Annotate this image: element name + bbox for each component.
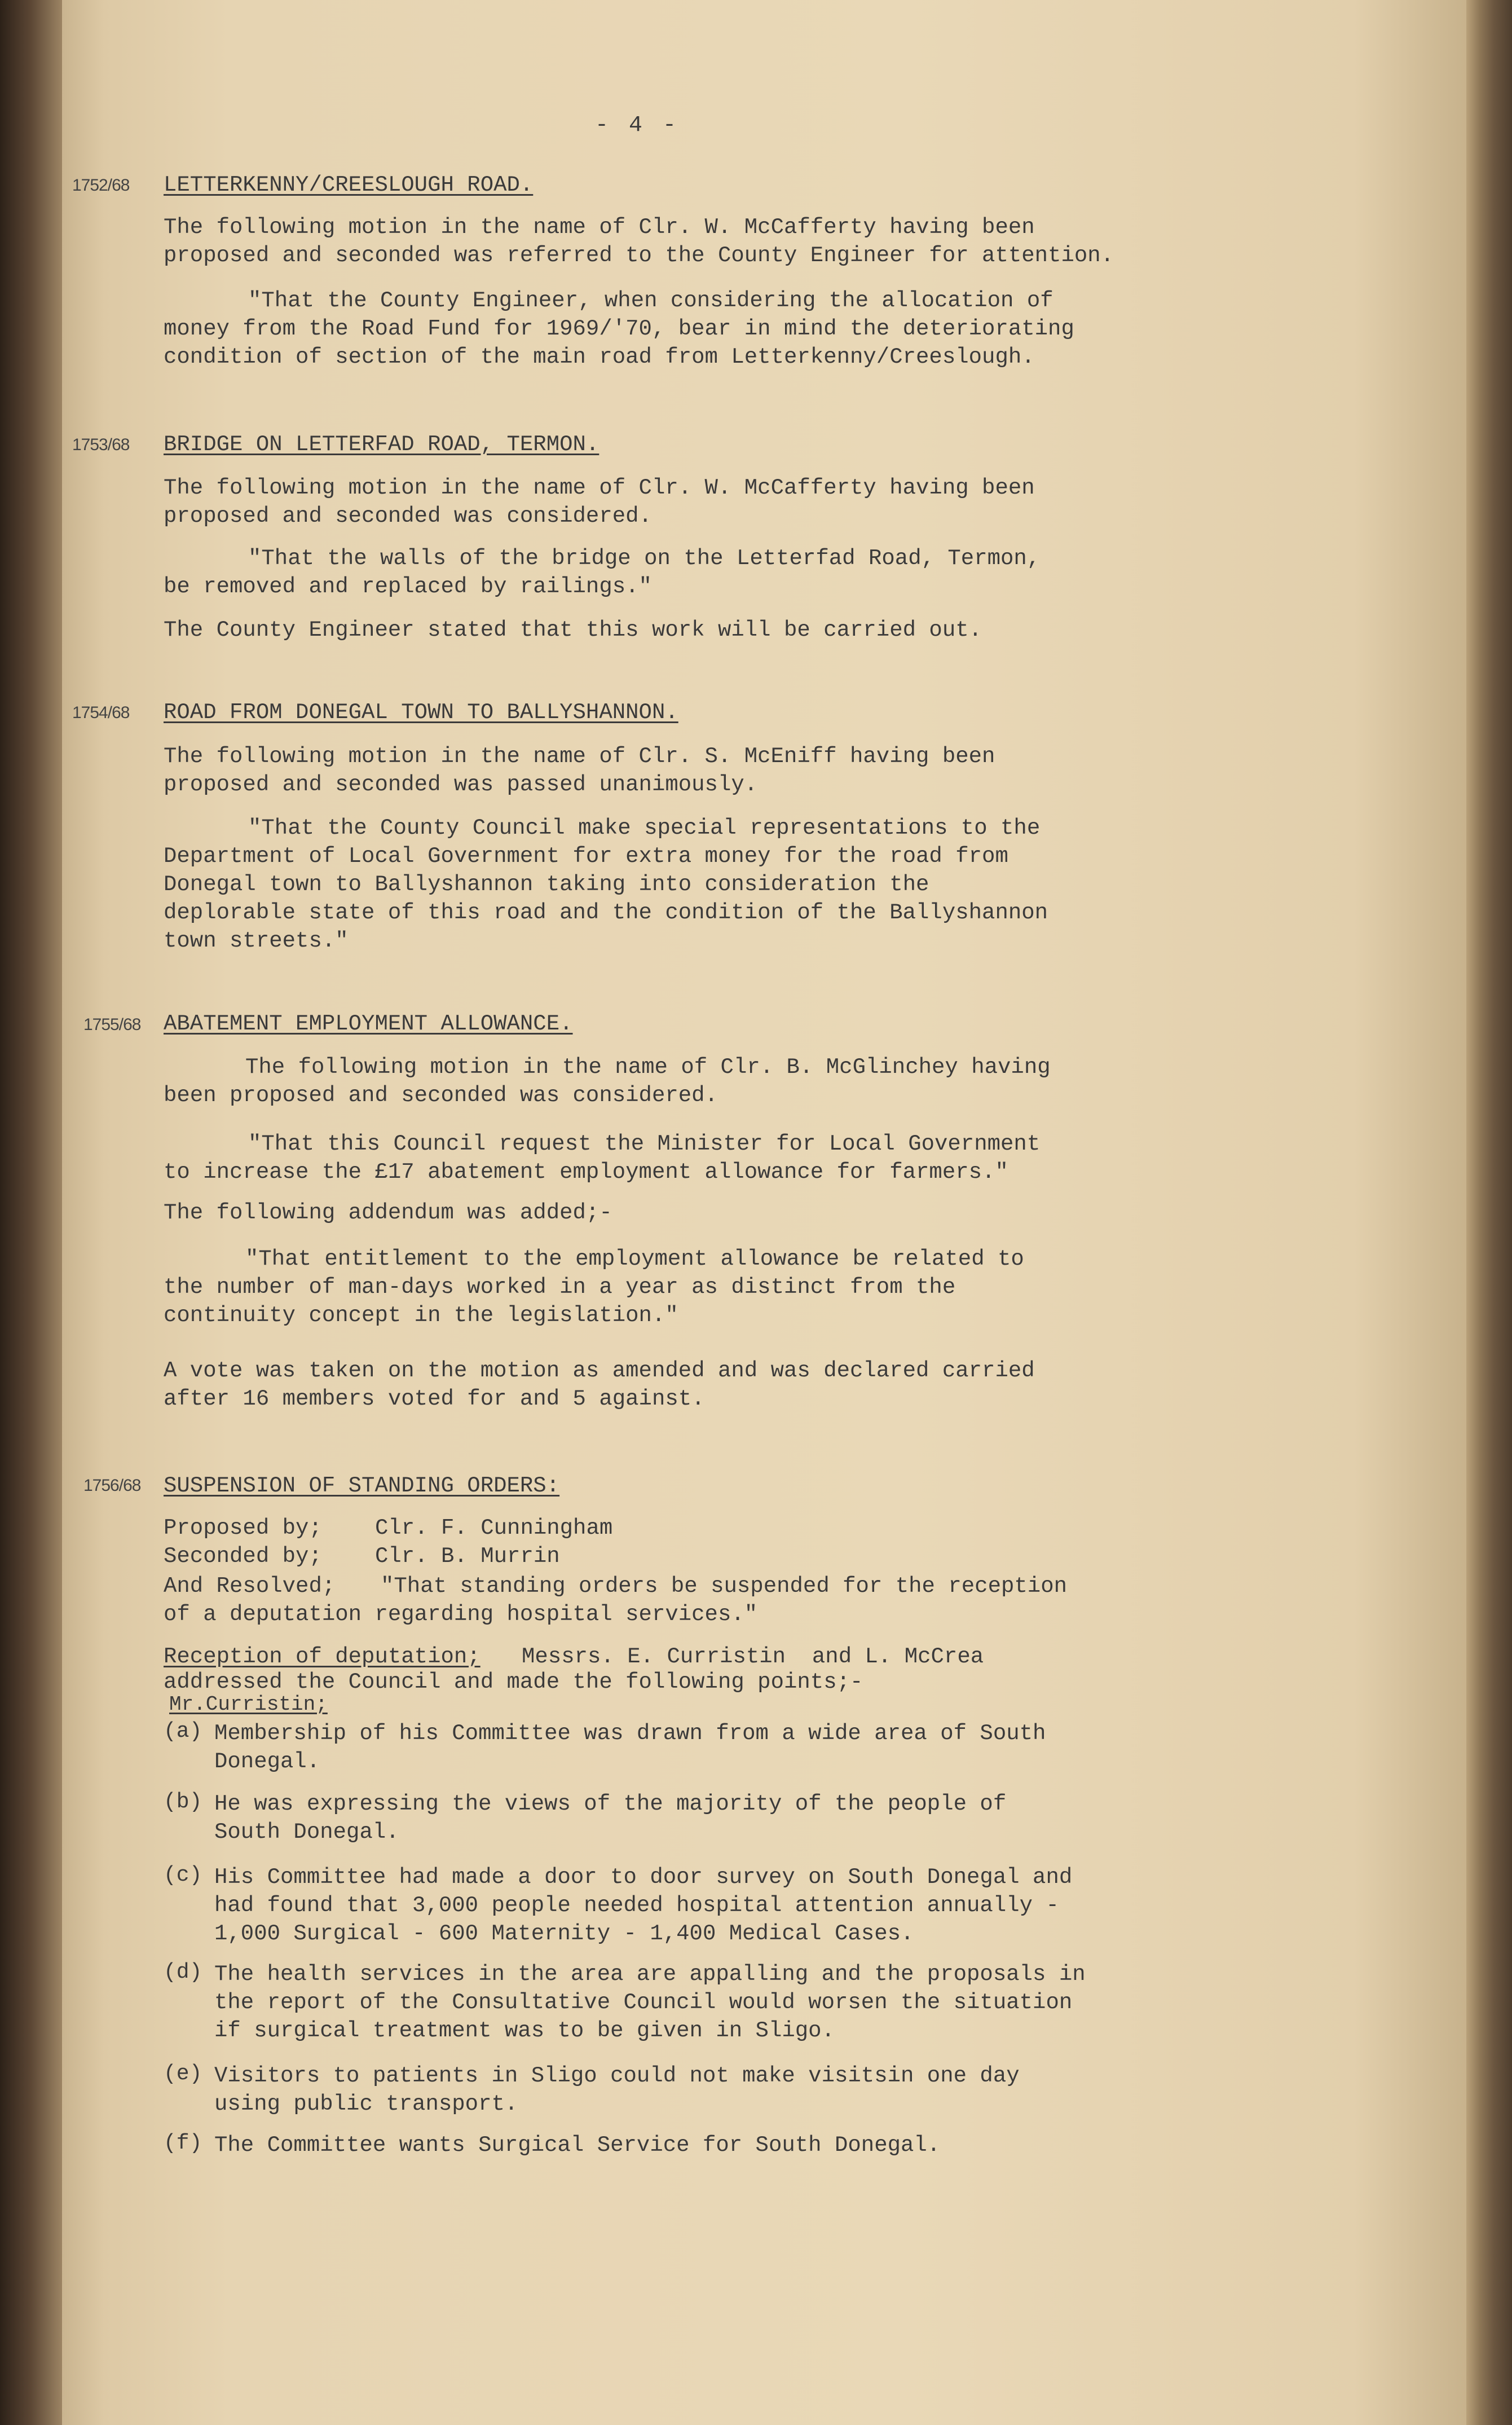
- point-text: Visitors to patients in Sligo could not make visitsin one day using public transport.: [214, 2063, 1020, 2116]
- spine-ink-mark: [3, 181, 43, 220]
- resolved-label: And Resolved;: [164, 1574, 336, 1599]
- section-paragraph: A vote was taken on the motion as amended and was declared carried after 16 members voted for and 5 against.: [164, 1358, 1035, 1411]
- point-letter: (f): [164, 2131, 202, 2155]
- deputation-names: Messrs. E. Curristin and L. McCrea: [522, 1644, 984, 1669]
- section-paragraph: The following motion in the name of Clr. W. McCafferty having been proposed and seconded was referred to the County Engineer for attention.: [164, 215, 1114, 268]
- section-paragraph: The County Engineer stated that this work will be carried out.: [164, 618, 982, 642]
- section-heading: BRIDGE ON LETTERFAD ROAD, TERMON.: [164, 432, 599, 457]
- motion-quote: "That the County Council make special representations to the Department of Local Government for extra money for the road from Donegal town to Ballyshannon taking into consideration the deplorable state of this road and the condition of the Ballyshannon town streets.": [164, 816, 1048, 953]
- section-heading: LETTERKENNY/CREESLOUGH ROAD.: [164, 173, 534, 197]
- binding-spine: [0, 0, 68, 2425]
- seconded-line: [164, 1542, 560, 1570]
- section-paragraph: The following addendum was added;-: [164, 1200, 612, 1225]
- section-paragraph: The following motion in the name of Clr. W. McCafferty having been proposed and seconded was considered.: [164, 476, 1035, 529]
- point-text: Membership of his Committee was drawn from a wide area of South Donegal.: [214, 1721, 1046, 1774]
- section-heading: ABATEMENT EMPLOYMENT ALLOWANCE.: [164, 1011, 573, 1036]
- point-letter: (e): [164, 2062, 202, 2086]
- reception-label: Reception of deputation;: [164, 1644, 481, 1669]
- motion-quote: "That the walls of the bridge on the Letterfad Road, Termon, be removed and replaced by railings.": [164, 546, 1041, 599]
- page-number: - 4 -: [595, 113, 680, 138]
- reception-line: [164, 1643, 984, 1671]
- page-edge-stack: [1466, 0, 1512, 2425]
- reception-line-2: addressed the Council and made the following points;-: [164, 1670, 863, 1695]
- minute-number: 1756/68: [83, 1476, 141, 1495]
- point-letter: (a): [164, 1719, 202, 1744]
- point-text: The health services in the area are appalling and the proposals in the report of the Consultative Council would worsen the situation if surgical treatment was to be given in Sligo.: [214, 1962, 1086, 2043]
- proposed-label: Proposed by;: [164, 1516, 322, 1541]
- seconded-label: Seconded by;: [164, 1544, 322, 1569]
- minute-number: 1754/68: [72, 703, 130, 722]
- resolved-continuation: of a deputation regarding hospital services.": [164, 1602, 758, 1627]
- proposed-value: Clr. F. Cunningham: [375, 1516, 613, 1541]
- proposed-line: [164, 1514, 612, 1542]
- section-heading: ROAD FROM DONEGAL TOWN TO BALLYSHANNON.: [164, 700, 678, 725]
- section-paragraph: The following motion in the name of Clr. S. McEniff having been proposed and seconded was passed unanimously.: [164, 744, 995, 797]
- minute-number: 1752/68: [72, 176, 130, 195]
- point-letter: (d): [164, 1960, 202, 1984]
- addendum-quote: "That entitlement to the employment allowance be related to the number of man-days worked in a year as distinct from the continuity concept in the legislation.": [164, 1247, 1024, 1328]
- point-text: His Committee had made a door to door survey on South Donegal and had found that 3,000 people needed hospital attention annually - 1,000 Surgical - 600 Maternity - 1,400 Medical Cases.: [214, 1865, 1073, 1946]
- section-heading: SUSPENSION OF STANDING ORDERS:: [164, 1473, 560, 1498]
- resolved-value: "That standing orders be suspended for the reception: [381, 1574, 1067, 1599]
- resolved-line: [164, 1572, 1067, 1600]
- motion-quote: "That this Council request the Minister for Local Government to increase the £17 abatement employment allowance for farmers.": [164, 1132, 1041, 1185]
- speaker-label: Mr.Curristin;: [169, 1693, 328, 1716]
- point-text: The Committee wants Surgical Service for South Donegal.: [214, 2133, 941, 2158]
- point-letter: (c): [164, 1863, 202, 1887]
- seconded-value: Clr. B. Murrin: [375, 1544, 560, 1569]
- point-text: He was expressing the views of the majority of the people of South Donegal.: [214, 1792, 1007, 1845]
- motion-quote: "That the County Engineer, when considering the allocation of money from the Road Fund for 1969/'70, bear in mind the deteriorating condition of section of the main road from Letterkenny/Creeslough.: [164, 288, 1074, 369]
- minute-number: 1753/68: [72, 435, 130, 454]
- section-paragraph: The following motion in the name of Clr. B. McGlinchey having been proposed and seconded was considered.: [164, 1055, 1051, 1108]
- point-letter: (b): [164, 1790, 202, 1814]
- minute-number: 1755/68: [83, 1015, 141, 1034]
